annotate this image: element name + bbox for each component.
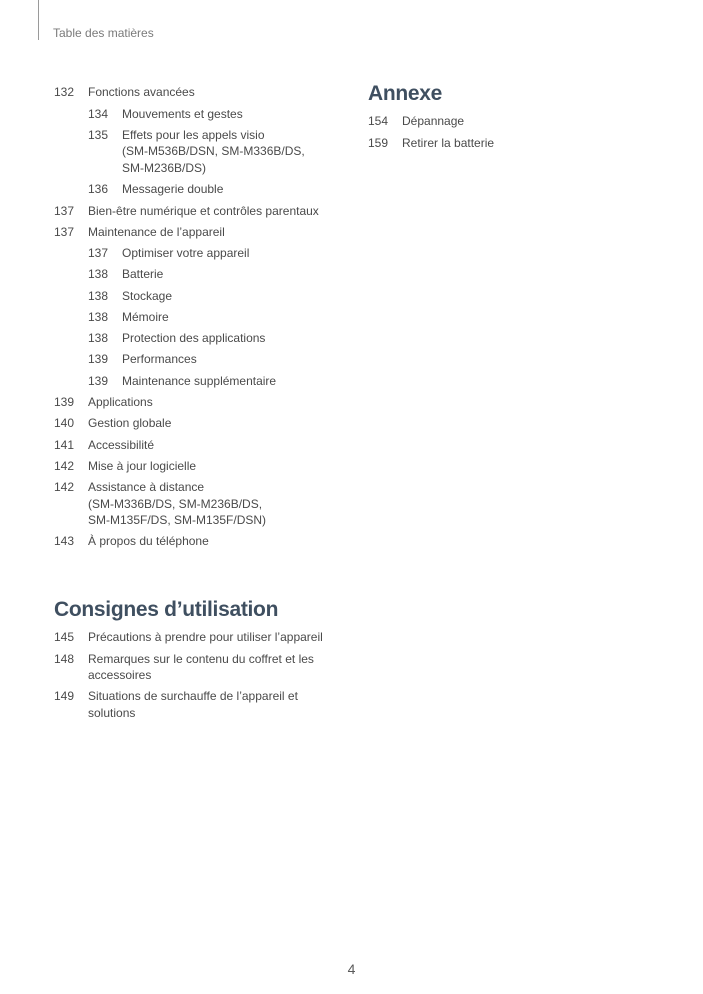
toc-entry-label: Maintenance de l’appareil [88,224,225,239]
toc-entry-label: Gestion globale [88,416,172,431]
toc-entry-label: Assistance à distance (SM-M336B/DS, SM-M236B/DS, SM-M135F/DS, SM-M135F/DSN) [88,480,267,528]
toc-entry[interactable] [54,686,354,724]
toc-entry[interactable] [54,221,354,242]
toc-page-number: 135 [88,127,109,142]
toc-entry[interactable] [368,132,668,153]
toc-page-number: 145 [54,630,75,645]
toc-entry-label: Messagerie double [122,182,224,197]
page-header-title: Table des matières [53,26,154,40]
toc-page-number: 138 [88,288,109,303]
toc-left-column [54,82,354,552]
toc-entry-label: Remarques sur le contenu du coffret et les accessoires [88,651,314,683]
toc-page-number: 138 [88,331,109,346]
toc-page-number: 137 [54,203,75,218]
section-title: Consignes d’utilisation [54,598,279,621]
toc-entry-label: Mémoire [122,309,169,324]
toc-page-number: 136 [88,182,109,197]
toc-entry[interactable] [54,392,354,413]
toc-page-number: 137 [54,224,75,239]
toc-entry-label: Batterie [122,267,164,282]
toc-entry[interactable] [54,627,354,648]
toc-page-number: 141 [54,437,75,452]
toc-entry[interactable] [54,125,354,179]
toc-page-number: 159 [368,135,389,150]
toc-page-number: 142 [54,458,75,473]
toc-entry-label: Optimiser votre appareil [122,246,250,261]
toc-page-number: 137 [88,246,109,261]
toc-entry-label: Mise à jour logicielle [88,458,197,473]
section-title: Annexe [368,82,443,105]
toc-entry-label: Fonctions avancées [88,85,195,100]
toc-page-number: 143 [54,534,75,549]
toc-entry-label: Applications [88,395,153,410]
toc-entry-label: Protection des applications [122,331,266,346]
toc-page-number: 139 [88,373,109,388]
toc-entry[interactable] [54,477,354,531]
toc-entry-label: Performances [122,352,197,367]
toc-page-number: 154 [368,114,389,129]
toc-page-number: 134 [88,106,109,121]
toc-entry[interactable] [54,349,354,370]
page-number: 4 [347,961,356,977]
header-rule [38,0,39,40]
toc-page-number: 140 [54,416,75,431]
toc-section-consignes [54,598,354,724]
toc-entry[interactable] [54,370,354,391]
toc-page-number: 132 [54,85,75,100]
toc-entry-label: Accessibilité [88,437,155,452]
toc-entry-label: Mouvements et gestes [122,106,243,121]
toc-entry-label: Bien-être numérique et contrôles parentaux [88,203,319,218]
toc-entry[interactable] [54,264,354,285]
toc-entry-label: Dépannage [402,114,465,129]
toc-entry-label: À propos du téléphone [88,534,209,549]
toc-page-number: 138 [88,309,109,324]
toc-section-annexe [368,82,668,154]
toc-page-number: 138 [88,267,109,282]
toc-entry[interactable] [54,531,354,552]
toc-entry[interactable] [54,434,354,455]
toc-entry[interactable] [54,413,354,434]
toc-entry[interactable] [54,103,354,124]
toc-entry[interactable] [54,328,354,349]
toc-entry-label: Situations de surchauffe de l’appareil et solutions [88,689,298,720]
toc-entry[interactable] [54,243,354,264]
toc-entry[interactable] [54,456,354,477]
toc-page-number: 142 [54,480,75,495]
toc-page-number: 139 [88,352,109,367]
toc-entry-label: Retirer la batterie [402,135,495,150]
toc-page-number: 139 [54,395,75,410]
toc-entry[interactable] [54,179,354,200]
toc-page-number: 148 [54,651,75,666]
toc-entry[interactable] [54,648,354,686]
toc-entry[interactable] [368,111,668,132]
toc-entry-label: Précautions à prendre pour utiliser l’appareil [88,630,323,645]
toc-entry[interactable] [54,200,354,221]
toc-entry-label: Maintenance supplémentaire [122,373,277,388]
toc-entry-label: Effets pour les appels visio (SM-M536B/DSN, SM-M336B/DS, SM-M236B/DS) [122,127,305,175]
toc-entry[interactable] [54,285,354,306]
toc-entry[interactable] [54,307,354,328]
toc-page-number: 149 [54,689,75,704]
toc-entry-label: Stockage [122,288,173,303]
toc-entry[interactable] [54,82,354,103]
